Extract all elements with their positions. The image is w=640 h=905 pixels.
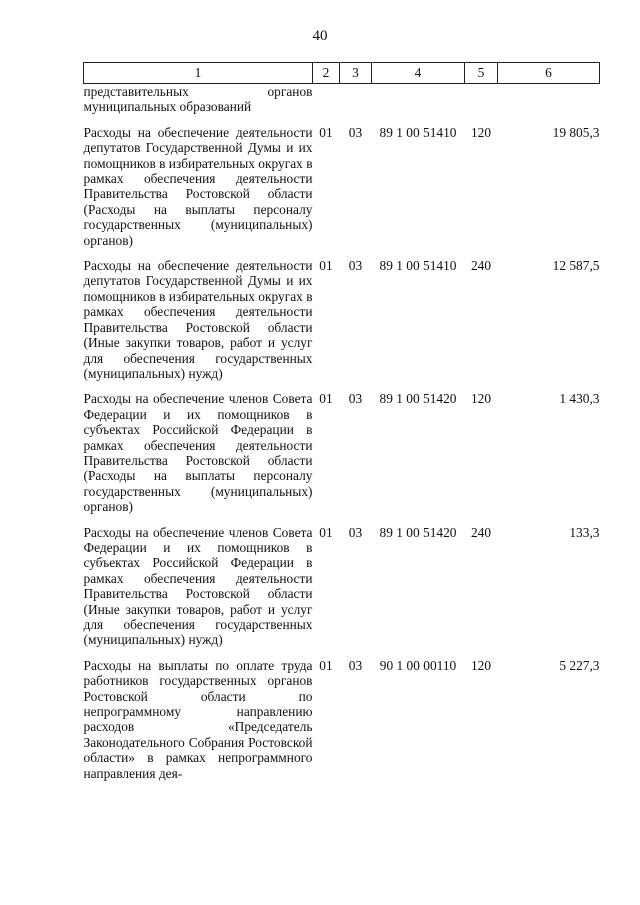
budget-table (83, 62, 600, 781)
table-row (84, 125, 600, 248)
expense-name: Расходы на обеспечение членов Совета Федерации и их помощников в субъектах Российской Федерации в рамках обеспечения деятельности Правительства Ростовской области (Иные закупки товаров, работ и услуг для обеспечения государственных (муниципальных) нужд) (83, 524, 313, 648)
column-header-1: 1 (84, 63, 313, 84)
subsection-code: 03 (348, 657, 363, 673)
page-number: 40 (312, 28, 328, 44)
subsection-code: 03 (348, 124, 363, 140)
target-article-code: 89 1 00 51420 (379, 524, 457, 540)
expense-type-code: 120 (470, 124, 492, 140)
column-header-5: 5 (465, 63, 498, 84)
column-header-3: 3 (340, 63, 372, 84)
amount: 133,3 (569, 524, 600, 540)
expense-type-code: 240 (470, 258, 492, 274)
table-row (84, 525, 600, 648)
subsection-code: 03 (348, 524, 363, 540)
expense-name: Расходы на выплаты по оплате труда работников государственных органов Ростовской области по непрограммному направлению расходов «Председатель Законодательного Собрания Ростовской области» в рамках непрограммного направления дея- (83, 657, 313, 781)
amount: 1 430,3 (559, 391, 600, 407)
table-header (84, 63, 600, 84)
amount: 19 805,3 (552, 124, 600, 140)
expense-type-code: 120 (470, 391, 492, 407)
amount: 12 587,5 (552, 258, 600, 274)
section-code: 01 (319, 524, 333, 540)
expense-name: Расходы на обеспечение деятельности депутатов Государственной Думы и их помощников в избирательных округах в рамках обеспечения деятельности Правительства Ростовской области (Расходы на выплаты персоналу государственных (муниципальных) органов) (83, 124, 313, 248)
expense-name: Расходы на обеспечение членов Совета Федерации и их помощников в субъектах Российской Федерации в рамках обеспечения деятельности Правительства Ростовской области (Расходы на выплаты персоналу государственных (муниципальных) органов) (83, 391, 313, 515)
continuation-text: представительных органов муниципальных образований (83, 84, 313, 115)
column-header-6: 6 (498, 63, 600, 84)
section-code: 01 (319, 391, 333, 407)
target-article-code: 89 1 00 51420 (379, 391, 457, 407)
column-header-2: 2 (313, 63, 340, 84)
section-code: 01 (319, 657, 333, 673)
amount: 5 227,3 (559, 657, 600, 673)
table-row (84, 658, 600, 781)
target-article-code: 89 1 00 51410 (379, 258, 457, 274)
section-code: 01 (319, 258, 333, 274)
expense-type-code: 120 (470, 657, 492, 673)
subsection-code: 03 (348, 258, 363, 274)
column-header-4: 4 (372, 63, 465, 84)
expense-type-code: 240 (470, 524, 492, 540)
target-article-code: 90 1 00 00110 (379, 657, 457, 673)
subsection-code: 03 (348, 391, 363, 407)
target-article-code: 89 1 00 51410 (379, 124, 457, 140)
continuation-row (84, 84, 600, 115)
table-row (84, 258, 600, 381)
expense-name: Расходы на обеспечение деятельности депутатов Государственной Думы и их помощников в избирательных округах в рамках обеспечения деятельности Правительства Ростовской области (Иные закупки товаров, работ и услуг для обеспечения государственных (муниципальных) нужд) (83, 258, 313, 381)
section-code: 01 (319, 124, 333, 140)
table-row (84, 391, 600, 514)
